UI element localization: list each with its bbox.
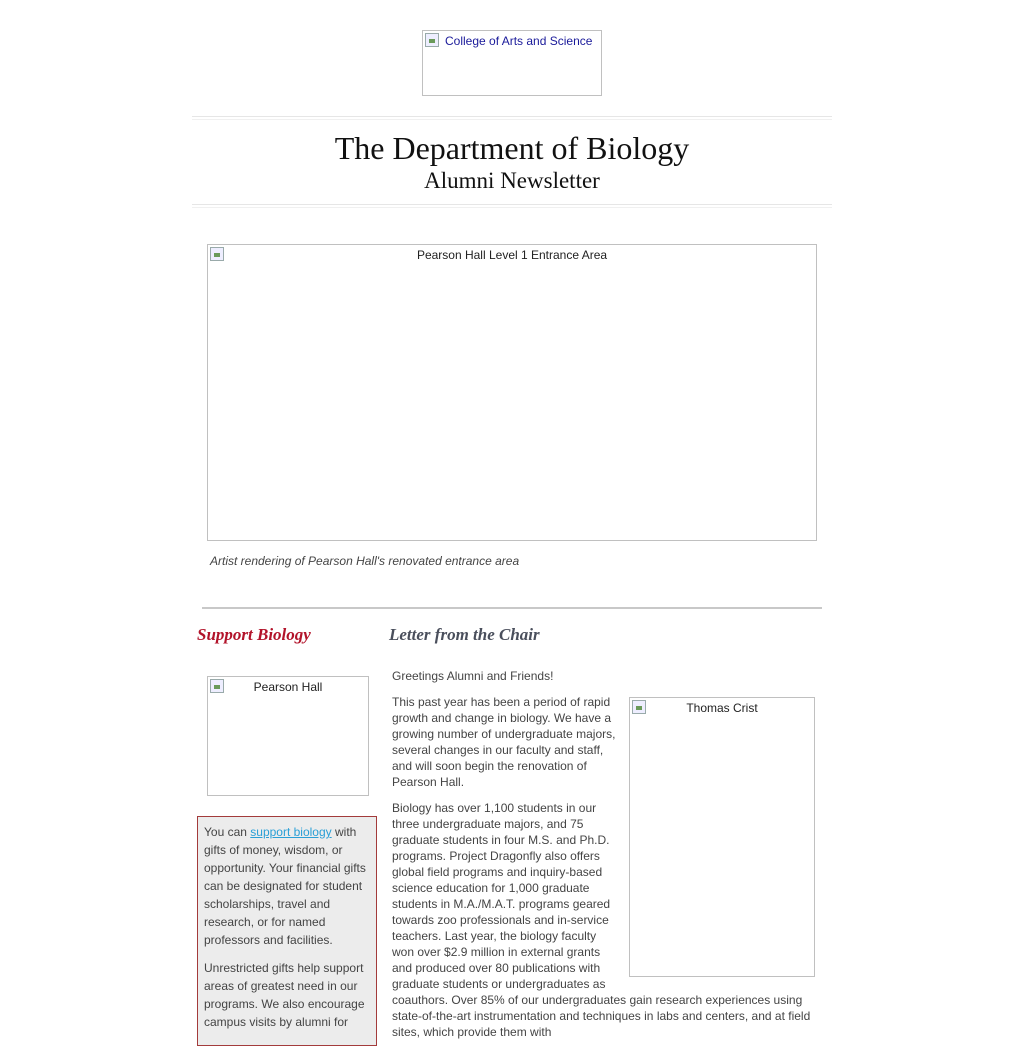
page-subtitle: Alumni Newsletter [424,168,600,193]
support-heading: Support Biology [197,625,311,644]
letter-paragraph-1: This past year has been a period of rapid growth and change in biology. We have a growing number of undergraduate majors, several changes in our faculty and staff, and will soon begin the renovation of Pearson Hall. [392,695,616,789]
pearson-hall-image [207,676,369,796]
support-paragraph-2: Unrestricted gifts help support areas of greatest need in our programs. We also encourage campus visits by alumni for [204,961,365,1029]
hero-caption: Artist rendering of Pearson Hall's renovated entrance area [210,554,520,568]
hero-image [207,244,817,541]
support-paragraph-1: You can support biology with gifts of money, wisdom, or opportunity. Your financial gifts can be designated for student scholarships, travel and research, or for named professors and facilities. [204,825,366,947]
letter-greeting: Greetings Alumni and Friends! [392,669,554,683]
college-logo-alt: College of Arts and Science [445,34,593,48]
header-rule-bottom [192,204,832,208]
letter-heading: Letter from the Chair [389,625,540,644]
section-divider [202,607,822,609]
letter-paragraph-2: Biology has over 1,100 students in our three undergraduate majors, and 75 graduate students in four M.S. and Ph.D. programs. Project Dragonfly also offers global field programs and inquiry-based science education for 1,000 graduate students in M.A./M.A.T. programs geared towards zoo professionals and in-service teachers. Last year, the biology faculty won over $2.9 million in external grants and produced over 80 publications with graduate students or undergraduates as coauthors. Over 85% of our undergraduates gain research experiences using state-of-the-art instrumentation and techniques in labs and centers, and at field sites, which provide them with [392,801,811,1039]
hero-image-alt: Pearson Hall Level 1 Entrance Area [416,248,608,262]
letter-body [392,668,817,1050]
thomas-crist-image [629,697,815,977]
broken-image-icon [425,33,439,47]
support-box [197,816,377,1046]
college-logo-image [422,30,602,96]
page-title: The Department of Biology [334,130,690,166]
pearson-hall-image-alt: Pearson Hall [253,680,323,694]
thomas-crist-image-alt: Thomas Crist [686,701,758,715]
support-biology-link[interactable]: support biology [250,825,332,839]
header-rule-top [192,116,832,120]
newsletter-page [192,0,832,1039]
